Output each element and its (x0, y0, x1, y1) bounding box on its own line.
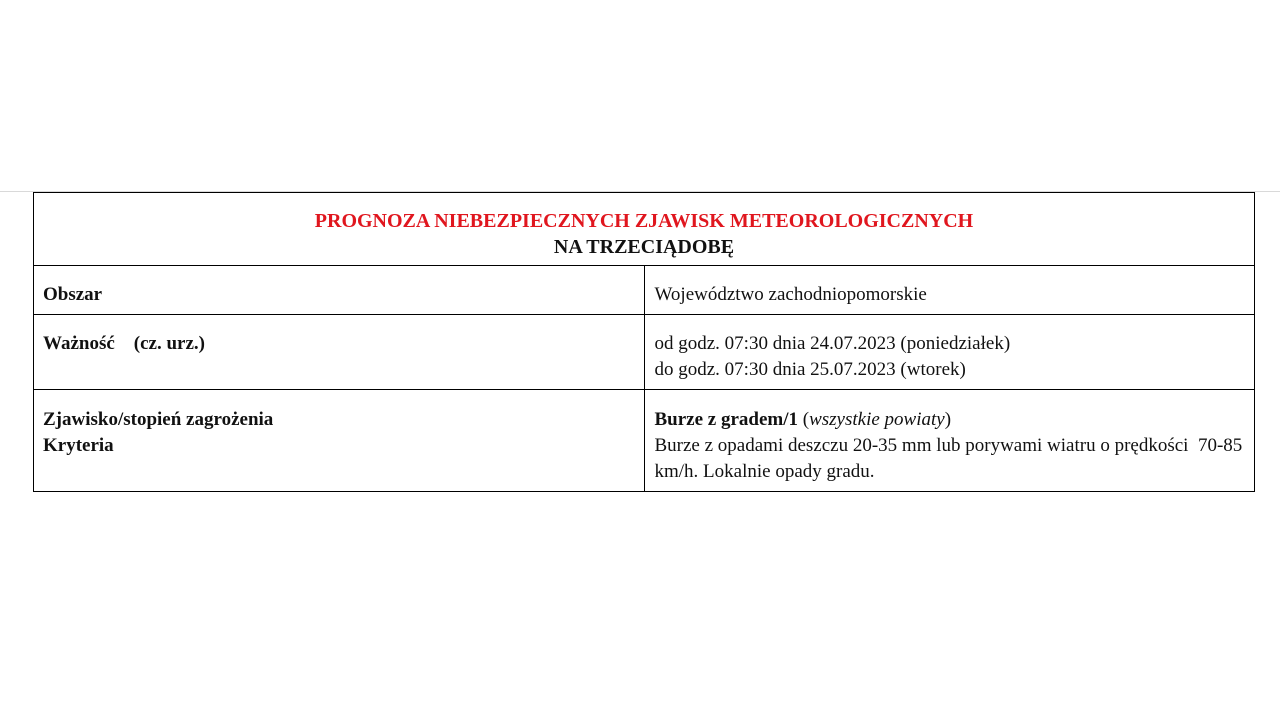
validity-from: od godz. 07:30 dnia 24.07.2023 (poniedziałek) (654, 333, 1011, 354)
document-subtitle: NA TRZECIĄDOBĘ (553, 236, 735, 258)
area-label: Obszar (34, 266, 645, 315)
phenomenon-scope: wszystkie powiaty (809, 409, 945, 430)
table-row-phenomenon (34, 390, 1255, 492)
phenomenon-value (644, 390, 1255, 492)
warning-table (33, 192, 1255, 492)
validity-value (644, 315, 1255, 390)
phenomenon-criteria: Burze z opadami deszczu 20-35 mm lub porywami wiatru o prędkości 70-85 km/h. Lokalnie opady gradu. (654, 435, 1248, 482)
phenomenon-heading (655, 407, 1247, 433)
phenomenon-name: Burze z gradem/1 (654, 409, 799, 430)
validity-label-text: Ważność (cz. urz.) (43, 333, 205, 354)
validity-to: do godz. 07:30 dnia 25.07.2023 (wtorek) (654, 359, 966, 380)
phenomenon-label-line2: Kryteria (43, 435, 114, 456)
document-title: PROGNOZA NIEBEZPIECZNYCH ZJAWISK METEOROLOGICZNYCH (314, 210, 974, 232)
table-header-row (34, 193, 1255, 266)
validity-label (34, 315, 645, 390)
area-value: Województwo zachodniopomorskie (644, 266, 1255, 315)
header-cell (34, 193, 1255, 266)
table-row-validity (34, 315, 1255, 390)
phenomenon-scope-open: ( (798, 409, 810, 430)
phenomenon-label (34, 390, 645, 492)
phenomenon-label-line1: Zjawisko/stopień zagrożenia (43, 409, 274, 430)
phenomenon-scope-close: ) (944, 409, 952, 430)
table-row-area (34, 266, 1255, 315)
